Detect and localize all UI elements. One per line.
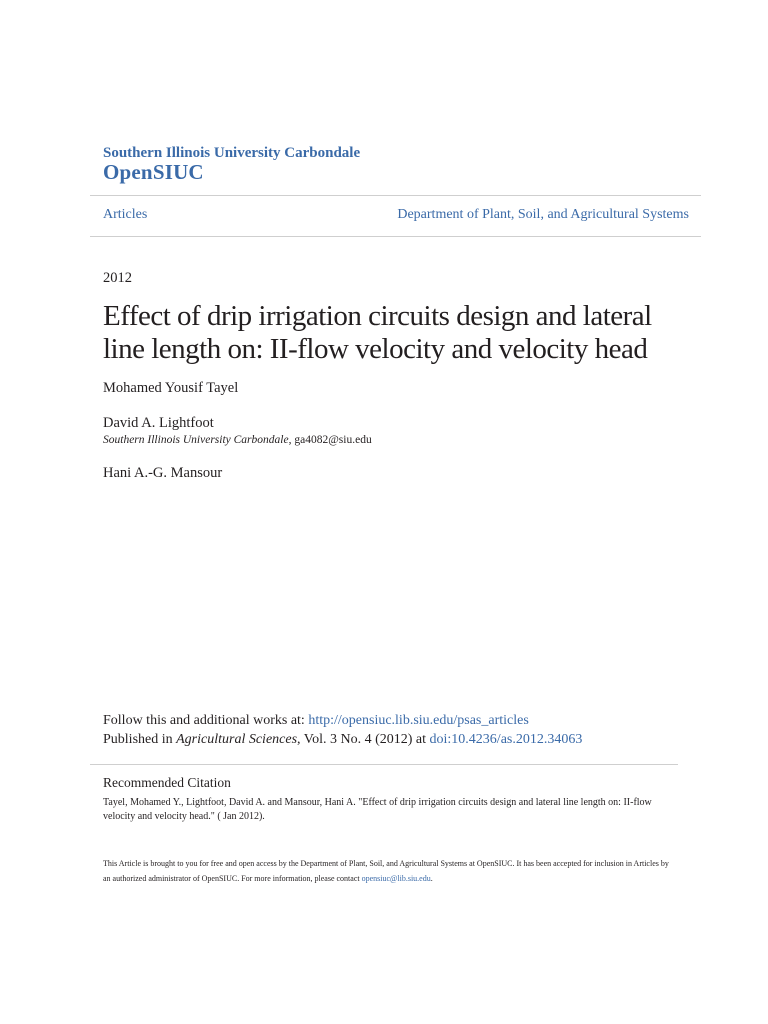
publication-year: 2012	[103, 270, 132, 286]
author-name: Mohamed Yousif Tayel	[103, 380, 239, 396]
paper-title: Effect of drip irrigation circuits design and lateral line length on: II-flow velocity and velocity head	[103, 300, 652, 365]
author-affiliation	[103, 434, 372, 446]
citation-text: Tayel, Mohamed Y., Lightfoot, David A. and Mansour, Hani A. "Effect of drip irrigation circuits design and lateral line length on: II-flow velocity and velocity head." ( Jan 2012).	[103, 797, 652, 822]
doi-link[interactable]: doi:10.4236/as.2012.34063	[429, 732, 583, 747]
access-notice-end: .	[430, 874, 433, 883]
nav-divider	[90, 236, 701, 237]
institution-name: Southern Illinois University Carbondale	[103, 145, 361, 161]
published-prefix: Published in	[103, 732, 177, 747]
articles-link[interactable]: Articles	[103, 207, 148, 222]
published-volume: , Vol. 3 No. 4 (2012) at	[297, 732, 430, 747]
author-name: Hani A.-G. Mansour	[103, 465, 223, 481]
repository-name: OpenSIUC	[103, 160, 204, 184]
department-link[interactable]: Department of Plant, Soil, and Agricultural Systems	[397, 207, 689, 222]
follow-line	[103, 713, 529, 729]
access-notice-text: This Article is brought to you for free and open access by the Department of Plant, Soil, and Agricultural Systems at OpenSIUC. It has been accepted for inclusion in Articles by an authorized administrator of OpenSIUC. For more information, please contact	[103, 859, 669, 883]
author-email: , ga4082@siu.edu	[288, 434, 372, 446]
citation-heading: Recommended Citation	[103, 775, 231, 790]
journal-name: Agricultural Sciences	[176, 732, 298, 747]
author-name: David A. Lightfoot	[103, 415, 214, 431]
affiliation-name: Southern Illinois University Carbondale	[103, 434, 289, 446]
contact-email-link[interactable]: opensiuc@lib.siu.edu	[361, 874, 431, 883]
follow-prefix: Follow this and additional works at:	[103, 713, 309, 728]
top-divider	[90, 195, 701, 196]
published-line	[103, 732, 582, 748]
collection-url-link[interactable]: http://opensiuc.lib.siu.edu/psas_articles	[308, 713, 529, 728]
citation-divider	[90, 764, 678, 765]
access-notice	[103, 856, 673, 886]
